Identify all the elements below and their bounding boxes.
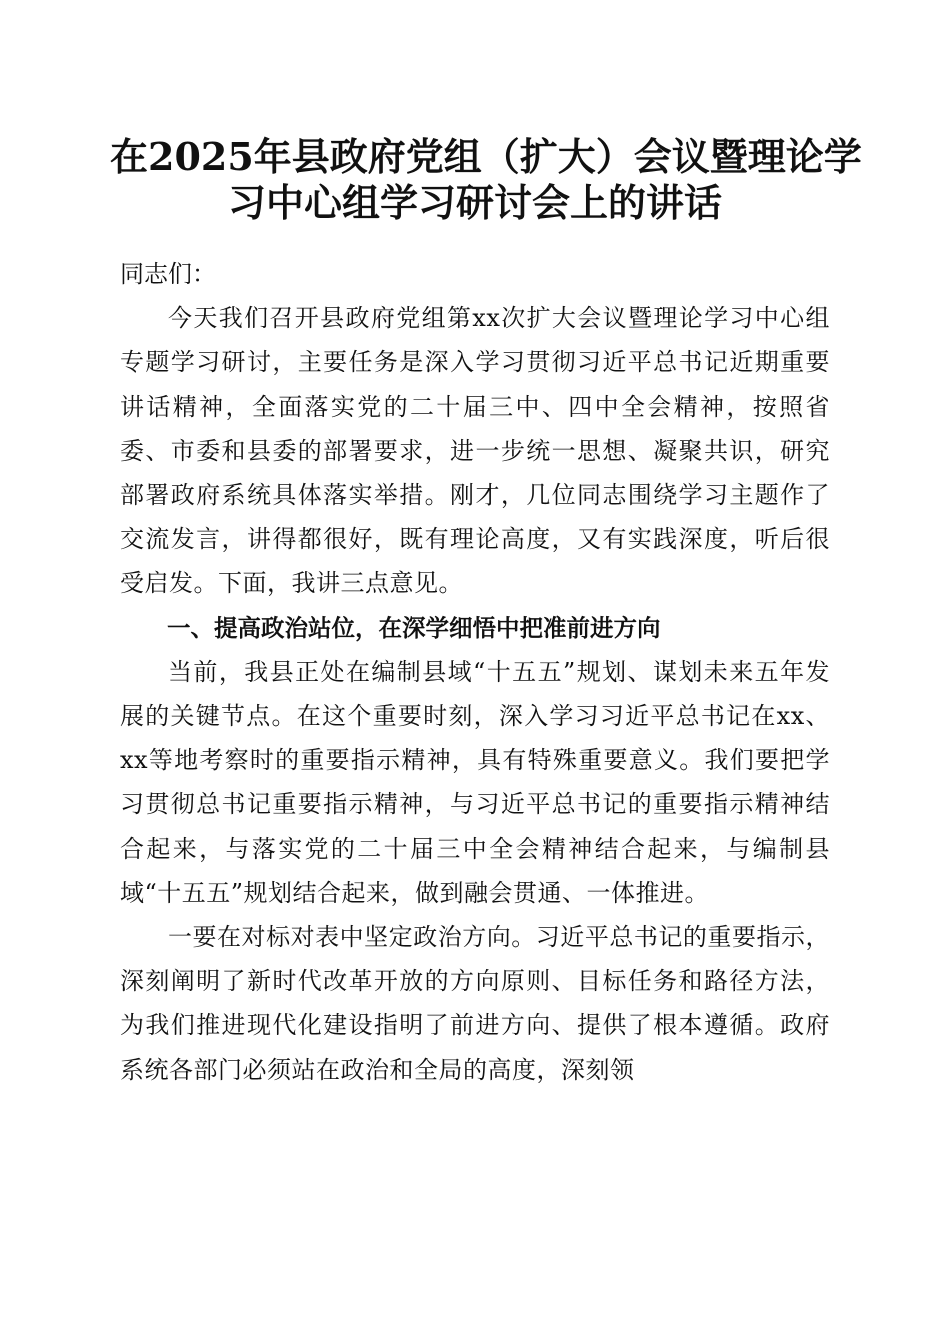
title-line-2: 习中心组学习研讨会上的讲话: [227, 180, 722, 225]
paragraph-point-1: 一要在对标对表中坚定政治方向。习近平总书记的重要指示，深刻阐明了新时代改革开放的方向原则、目标任务和路径方法，为我们推进现代化建设指明了前进方向、提供了根本遵循。政府系统各部门必须站在政治和全局的高度，深刻领: [120, 923, 830, 1084]
document-body: [120, 252, 830, 1092]
paragraph-context: 当前，我县正处在编制县域“十五五”规划、谋划未来五年发展的关键节点。在这个重要时刻，深入学习习近平总书记在xx、xx等地考察时的重要指示精神，具有特殊重要意义。我们要把学习贯彻总书记重要指示精神，与习近平总书记的重要指示精神结合起来，与落实党的二十届三中全会精神结合起来，与编制县域“十五五”规划结合起来，做到融会贯通、一体推进。: [120, 657, 830, 907]
title-line-1: 在2025年县政府党组（扩大）会议暨理论学: [110, 134, 862, 179]
section-heading-1: 一、提高政治站位，在深学细悟中把准前进方向: [167, 613, 661, 642]
paragraph-opening: 今天我们召开县政府党组第xx次扩大会议暨理论学习中心组专题学习研讨，主要任务是深入学习贯彻习近平总书记近期重要讲话精神，全面落实党的二十届三中、四中全会精神，按照省委、市委和县委的部署要求，进一步统一思想、凝聚共识，研究部署政府系统具体落实举措。刚才，几位同志围绕学习主题作了交流发言，讲得都很好，既有理论高度，又有实践深度，听后很受启发。下面，我讲三点意见。: [120, 304, 830, 598]
document-title: [110, 134, 862, 226]
salutation: 同志们：: [120, 260, 216, 288]
